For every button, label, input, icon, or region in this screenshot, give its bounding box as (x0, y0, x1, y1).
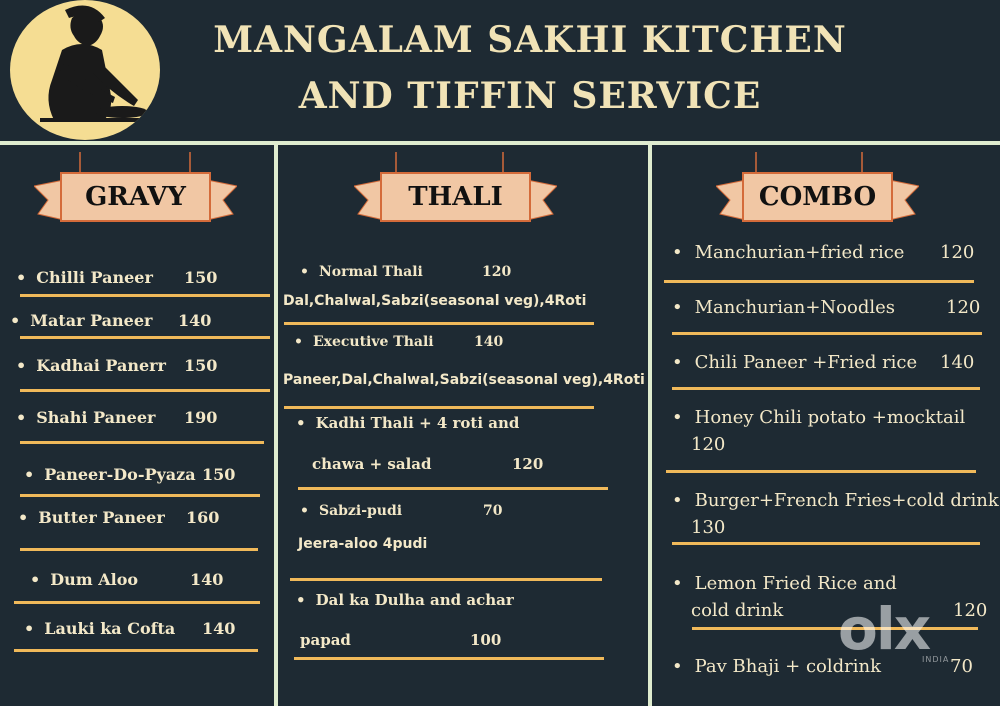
item-name: Kadhi Thali + 4 roti and (315, 414, 520, 432)
item-price: 140 (474, 334, 504, 350)
item-price: 120 (953, 600, 988, 621)
combo-rule (672, 332, 982, 335)
item-price: 140 (202, 619, 236, 638)
combo-item: • Honey Chili potato +mocktail (672, 407, 966, 428)
item-name: cold drink (691, 600, 784, 621)
item-name: Lemon Fried Rice and (694, 573, 897, 594)
olx-watermark-sub: INDIA (922, 655, 950, 664)
combo-item-price-line (691, 517, 725, 538)
item-name: Burger+French Fries+cold drink (694, 490, 999, 511)
item-name: Dal ka Dulha and achar (315, 591, 514, 609)
combo-rule (692, 627, 978, 630)
item-name: Honey Chili potato +mocktail (694, 407, 966, 428)
item-price: 70 (950, 656, 973, 677)
item-price: 130 (691, 517, 726, 538)
item-price: 100 (470, 631, 502, 649)
logo-woman-cooking (10, 0, 160, 140)
combo-heading: COMBO (742, 172, 893, 222)
gravy-item: • Kadhai Panerr 150 (16, 356, 218, 375)
thali-item-description: Dal,Chalwal,Sabzi(seasonal veg),4Roti (283, 293, 587, 309)
gravy-rule (14, 601, 260, 604)
item-name: Kadhai Panerr (36, 356, 166, 375)
thali-item-continued (312, 455, 544, 473)
combo-rule (666, 470, 976, 473)
item-name: Executive Thali (312, 334, 434, 350)
thali-item: • Normal Thali 120 (300, 264, 512, 280)
item-name: papad (300, 631, 351, 649)
gravy-rule (14, 649, 258, 652)
column-divider-2 (648, 141, 652, 706)
combo-heading-banner (720, 162, 915, 222)
combo-rule (672, 542, 980, 545)
combo-rule (672, 387, 980, 390)
thali-item: • Sabzi-pudi 70 (300, 503, 503, 519)
header-divider (0, 141, 1000, 145)
gravy-heading: GRAVY (60, 172, 211, 222)
item-name: Butter Paneer (38, 508, 165, 527)
item-name: Chilli Paneer (36, 268, 153, 287)
item-name: Manchurian+fried rice (694, 242, 905, 263)
thali-item-description: Paneer,Dal,Chalwal,Sabzi(seasonal veg),4Roti (283, 372, 645, 388)
combo-item: • Pav Bhaji + coldrink 70 (672, 656, 973, 677)
combo-item: • Manchurian+Noodles 120 (672, 297, 981, 318)
combo-item: • Burger+French Fries+cold drink (672, 490, 999, 511)
item-price: 120 (512, 455, 544, 473)
thali-item: • Kadhi Thali + 4 roti and (296, 414, 520, 432)
item-price: 120 (482, 264, 512, 280)
thali-heading-banner (358, 162, 553, 222)
gravy-item: • Butter Paneer 160 (18, 508, 220, 527)
item-price: 70 (483, 503, 503, 519)
olx-watermark: olx (838, 595, 930, 663)
thali-item: • Dal ka Dulha and achar (296, 591, 514, 609)
item-name: Matar Paneer (30, 311, 153, 330)
item-name: Paneer-Do-Pyaza (44, 465, 196, 484)
item-price: 120 (946, 297, 981, 318)
combo-item: • Lemon Fried Rice and (672, 573, 897, 594)
item-price: 140 (940, 352, 975, 373)
gravy-rule (20, 548, 258, 551)
item-price: 150 (202, 465, 236, 484)
combo-rule (664, 280, 974, 283)
item-price: 190 (184, 408, 218, 427)
column-divider-1 (274, 141, 278, 706)
item-price: 150 (184, 268, 218, 287)
item-name: Dum Aloo (50, 570, 139, 589)
item-name: Pav Bhaji + coldrink (694, 656, 882, 677)
item-price: 120 (940, 242, 975, 263)
gravy-rule (20, 389, 270, 392)
gravy-rule (20, 294, 270, 297)
title-line-2: AND TIFFIN SERVICE (298, 75, 762, 117)
item-name: Normal Thali (318, 264, 423, 280)
item-price: 140 (190, 570, 224, 589)
gravy-rule (20, 441, 264, 444)
combo-item-continued (691, 600, 988, 621)
item-name: Lauki ka Cofta (44, 619, 176, 638)
thali-item: • Executive Thali 140 (294, 334, 504, 350)
thali-rule (284, 322, 594, 325)
item-price: 150 (184, 356, 218, 375)
gravy-item: • Shahi Paneer 190 (16, 408, 218, 427)
thali-rule (284, 406, 594, 409)
thali-heading: THALI (380, 172, 531, 222)
item-name: Manchurian+Noodles (694, 297, 896, 318)
item-name: Chili Paneer +Fried rice (694, 352, 918, 373)
thali-rule (298, 487, 608, 490)
combo-item: • Manchurian+fried rice 120 (672, 242, 975, 263)
combo-item-price-line (691, 434, 725, 455)
gravy-rule (20, 494, 260, 497)
item-price: 160 (186, 508, 220, 527)
gravy-item: • Chilli Paneer 150 (16, 268, 218, 287)
thali-item-continued (300, 631, 502, 649)
gravy-item: • Paneer-Do-Pyaza 150 (24, 465, 236, 484)
combo-item: • Chili Paneer +Fried rice 140 (672, 352, 975, 373)
gravy-item: • Lauki ka Cofta 140 (24, 619, 236, 638)
item-price: 120 (691, 434, 726, 455)
gravy-item: • Matar Paneer 140 (10, 311, 212, 330)
gravy-item: • Dum Aloo 140 (30, 570, 224, 589)
page-title (200, 12, 860, 124)
thali-rule (294, 657, 604, 660)
gravy-heading-banner (38, 162, 233, 222)
item-price: 140 (178, 311, 212, 330)
thali-rule (290, 578, 602, 581)
item-name: Sabzi-pudi (318, 503, 403, 519)
item-name: Shahi Paneer (36, 408, 156, 427)
gravy-rule (20, 336, 270, 339)
title-line-1: MANGALAM SAKHI KITCHEN (213, 19, 847, 61)
item-name: chawa + salad (312, 455, 432, 473)
thali-item-description: Jeera-aloo 4pudi (298, 536, 428, 552)
